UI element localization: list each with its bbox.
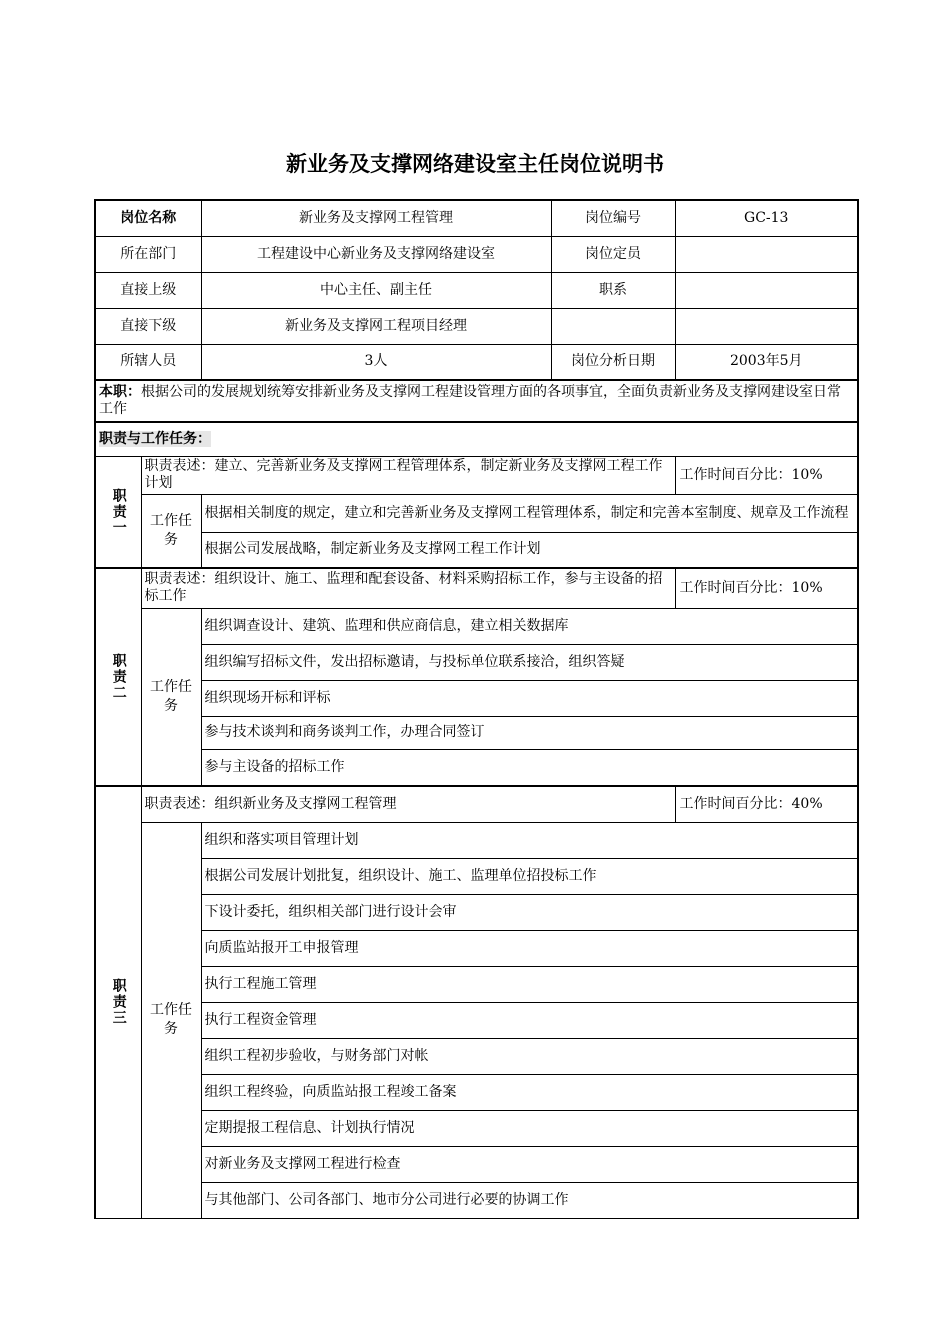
label-staff: 所辖人员: [95, 344, 201, 380]
duty-2-label-cell: [95, 568, 141, 786]
label-position-name: 岗位名称: [95, 200, 201, 236]
value-subordinate: 新业务及支撑网工程项目经理: [201, 308, 551, 344]
duty-3-task-5: 执行工程施工管理: [201, 966, 858, 1002]
value-superior: 中心主任、副主任: [201, 272, 551, 308]
value-headcount: [675, 236, 858, 272]
value-department: 工程建设中心新业务及支撑网络建设室: [201, 236, 551, 272]
label-job-family: 职系: [551, 272, 675, 308]
info-row-subordinate: [95, 308, 858, 344]
duty-1-task-1: 根据相关制度的规定，建立和完善新业务及支撑网工程管理体系，制定和完善本室制度、规章及工作流程: [201, 494, 858, 532]
duty-3-task-row: [95, 1074, 858, 1110]
duty-2-task-row: [95, 680, 858, 716]
duty-2-task-row: [95, 716, 858, 749]
duty-3-task-row: [95, 822, 858, 858]
duty-3-task-3: 下设计委托，组织相关部门进行设计会审: [201, 894, 858, 930]
label-subordinate: 直接下级: [95, 308, 201, 344]
summary-text: 根据公司的发展规划统筹安排新业务及支撑网工程建设管理方面的各项事宜，全面负责新业务及支撑网建设室日常工作: [99, 384, 841, 417]
duty-2-task-row: [95, 644, 858, 680]
duty-3-task-1: 组织和落实项目管理计划: [201, 822, 858, 858]
duty-2-desc: 职责表述：组织设计、施工、监理和配套设备、材料采购招标工作，参与主设备的招标工作: [141, 568, 675, 608]
info-row-staff: [95, 344, 858, 380]
info-row-department: [95, 236, 858, 272]
duty-1-task-2: 根据公司发展战略，制定新业务及支撑网工程工作计划: [201, 532, 858, 568]
duty-3-task-row: [95, 966, 858, 1002]
duty-3-task-row: [95, 858, 858, 894]
duty-3-task-11: 与其他部门、公司各部门、地市分公司进行必要的协调工作: [201, 1182, 858, 1218]
duty-3-task-9: 定期提报工程信息、计划执行情况: [201, 1110, 858, 1146]
duty-1-pct: 工作时间百分比：10%: [675, 456, 858, 494]
duty-3-pct: 工作时间百分比：40%: [675, 786, 858, 822]
value-job-family: [675, 272, 858, 308]
duty-3-task-label: 工作任务: [141, 822, 201, 1218]
value-staff: 3人: [201, 344, 551, 380]
info-row-superior: [95, 272, 858, 308]
label-superior: 直接上级: [95, 272, 201, 308]
duty-3-task-row: [95, 930, 858, 966]
duty-2-task-label: 工作任务: [141, 608, 201, 786]
empty-label: [551, 308, 675, 344]
summary-row: [95, 380, 858, 422]
duty-1-task-label: 工作任务: [141, 494, 201, 568]
job-description-table: [94, 199, 859, 1219]
duty-3-task-row: [95, 1146, 858, 1182]
duty-2-task-row: [95, 608, 858, 644]
info-row-position: [95, 200, 858, 236]
page-title: 新业务及支撑网络建设室主任岗位说明书: [286, 152, 664, 176]
duty-1-label-cell: [95, 456, 141, 568]
duty-1-desc: 职责表述：建立、完善新业务及支撑网工程管理体系，制定新业务及支撑网工程工作计划: [141, 456, 675, 494]
duty-2-label: 职责二: [110, 653, 127, 701]
duty-3-task-row: [95, 1002, 858, 1038]
duty-2-desc-row: [95, 568, 858, 608]
duty-2-pct: 工作时间百分比：10%: [675, 568, 858, 608]
label-analysis-date: 岗位分析日期: [551, 344, 675, 380]
label-position-code: 岗位编号: [551, 200, 675, 236]
summary-cell: [95, 380, 858, 422]
duties-header-cell: [95, 422, 858, 456]
duty-3-label-cell: [95, 786, 141, 1218]
duty-3-desc: 职责表述：组织新业务及支撑网工程管理: [141, 786, 675, 822]
duty-2-task-row: [95, 749, 858, 786]
duty-2-task-4: 参与技术谈判和商务谈判工作，办理合同签订: [201, 716, 858, 749]
duties-header: 职责与工作任务：: [99, 430, 211, 447]
duties-header-row: [95, 422, 858, 456]
duty-1-task-row: [95, 494, 858, 532]
duty-2-task-1: 组织调查设计、建筑、监理和供应商信息，建立相关数据库: [201, 608, 858, 644]
value-position-code: GC-13: [675, 200, 858, 236]
label-department: 所在部门: [95, 236, 201, 272]
duty-3-task-8: 组织工程终验，向质监站报工程竣工备案: [201, 1074, 858, 1110]
duty-3-task-2: 根据公司发展计划批复，组织设计、施工、监理单位招投标工作: [201, 858, 858, 894]
duty-1-label: 职责一: [110, 487, 127, 536]
duty-3-task-row: [95, 1182, 858, 1218]
duty-2-task-5: 参与主设备的招标工作: [201, 749, 858, 786]
duty-3-task-4: 向质监站报开工申报管理: [201, 930, 858, 966]
duty-1-task-row: [95, 532, 858, 568]
duty-3-desc-row: [95, 786, 858, 822]
label-headcount: 岗位定员: [551, 236, 675, 272]
duty-3-task-row: [95, 1110, 858, 1146]
duty-3-task-6: 执行工程资金管理: [201, 1002, 858, 1038]
duty-3-task-7: 组织工程初步验收，与财务部门对帐: [201, 1038, 858, 1074]
empty-value: [675, 308, 858, 344]
duty-3-task-row: [95, 894, 858, 930]
value-analysis-date: 2003年5月: [675, 344, 858, 380]
value-position-name: 新业务及支撑网工程管理: [201, 200, 551, 236]
duty-1-desc-row: [95, 456, 858, 494]
duty-3-task-row: [95, 1038, 858, 1074]
duty-2-task-3: 组织现场开标和评标: [201, 680, 858, 716]
summary-label: 本职：: [99, 384, 141, 400]
duty-3-task-10: 对新业务及支撑网工程进行检查: [201, 1146, 858, 1182]
duty-2-task-2: 组织编写招标文件，发出招标邀请，与投标单位联系接洽，组织答疑: [201, 644, 858, 680]
duty-3-label: 职责三: [110, 978, 127, 1027]
